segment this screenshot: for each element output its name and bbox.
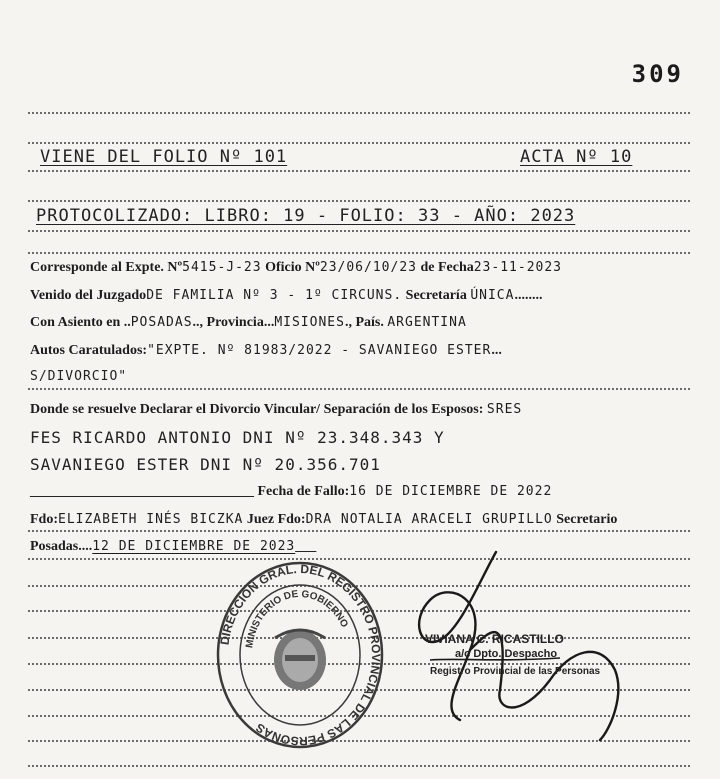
expte-value: 5415-J-23 (182, 260, 262, 275)
viene-del-folio: VIENE DEL FOLIO Nº 101 (40, 147, 288, 167)
fecha-fallo-line: ________________________________ Fecha de Fallo:16 DE DICIEMBRE DE 2022 (30, 484, 553, 499)
fdo-value: ELIZABETH INÉS BICZKA (58, 512, 244, 527)
fecha-fallo-label: Fecha de Fallo: (257, 484, 350, 499)
fecha-value: 23-11-2023 (473, 260, 563, 275)
official-stamp (215, 560, 385, 750)
protocolizado-line: PROTOCOLIZADO: LIBRO: 19 - FOLIO: 33 - AÑO: 2023 (36, 206, 576, 226)
posadas-line: Posadas....12 DE DICIEMBRE DE 2023___ (30, 539, 317, 554)
secretaria-value: ÚNICA (470, 288, 515, 303)
posadas-label: Posadas (30, 539, 79, 554)
signatory-role: a/c Dpto. Despacho (455, 648, 558, 660)
signatory-name: VIVIANA C. RICASTILLO (425, 632, 564, 646)
oficio-value: 23/06/10/23 (319, 260, 417, 275)
fdo-label: Fdo: (30, 512, 58, 527)
secretario-label: Secretario (556, 512, 618, 527)
acta-number: ACTA Nº 10 (520, 147, 633, 167)
provincia-value: MISIONES (274, 315, 345, 330)
coat-of-arms-icon (274, 630, 326, 690)
resuelve-line (30, 402, 522, 418)
autos-value-continued: S/DIVORCIO" (30, 369, 128, 384)
signatory-office: Registro Provincial de las Personas (430, 666, 601, 677)
fecha-label: de Fecha (420, 260, 474, 275)
asiento-value: POSADAS (130, 315, 193, 330)
asiento-line: Con Asiento en ..POSADAS.., Provincia...MISIONES., País. ARGENTINA (30, 315, 467, 330)
corresponde-label: Corresponde al Expte. Nº (30, 260, 183, 275)
stamp-inner-text: MINISTERIO DE GOBIERNO (244, 588, 350, 649)
autos-line: Autos Caratulados:"EXPTE. Nº 81983/2022 - SAVANIEGO ESTER... (30, 343, 502, 358)
venido-label: Venido del Juzgado (30, 288, 147, 303)
pais-value: ARGENTINA (387, 315, 467, 330)
oficio-label: Oficio Nº (265, 260, 320, 275)
juez-value: DRA NOTALIA ARACELI GRUPILLO (305, 512, 553, 527)
resuelve-label: Donde se resuelve Declarar el Divorcio Vincular/ Separación de los Esposos: (30, 402, 484, 417)
page-number: 309 (631, 60, 684, 88)
secretaria-label: Secretaría (405, 288, 467, 303)
corresponde-line (30, 260, 562, 276)
fdo-line (30, 512, 617, 528)
asiento-label: Con Asiento en (30, 315, 121, 330)
fecha-fallo-value: 16 DE DICIEMBRE DE 2022 (349, 484, 553, 499)
pais-label: País (355, 315, 381, 330)
esposo-2: SAVANIEGO ESTER DNI Nº 20.356.701 (30, 455, 381, 474)
venido-line: Venido del JuzgadoDE FAMILIA Nº 3 - 1º CIRCUNS. Secretaría ÚNICA........ (30, 288, 543, 303)
autos-label: Autos Caratulados: (30, 343, 148, 358)
esposo-1: FES RICARDO ANTONIO DNI Nº 23.348.343 Y (30, 428, 445, 447)
posadas-value: 12 DE DICIEMBRE DE 2023 (92, 539, 296, 554)
juez-label: Juez Fdo: (246, 512, 306, 527)
provincia-label: Provincia (206, 315, 264, 330)
stamp-outer-text: DIRECCIÓN GRAL. DEL REGISTRO PROVINCIAL DE LAS PERSONAS (217, 561, 384, 749)
juzgado-value: DE FAMILIA Nº 3 - 1º CIRCUNS. (146, 288, 403, 303)
esposos-prefix: SRES (486, 402, 523, 417)
autos-value: "EXPTE. Nº 81983/2022 - SAVANIEGO ESTER (147, 343, 492, 358)
